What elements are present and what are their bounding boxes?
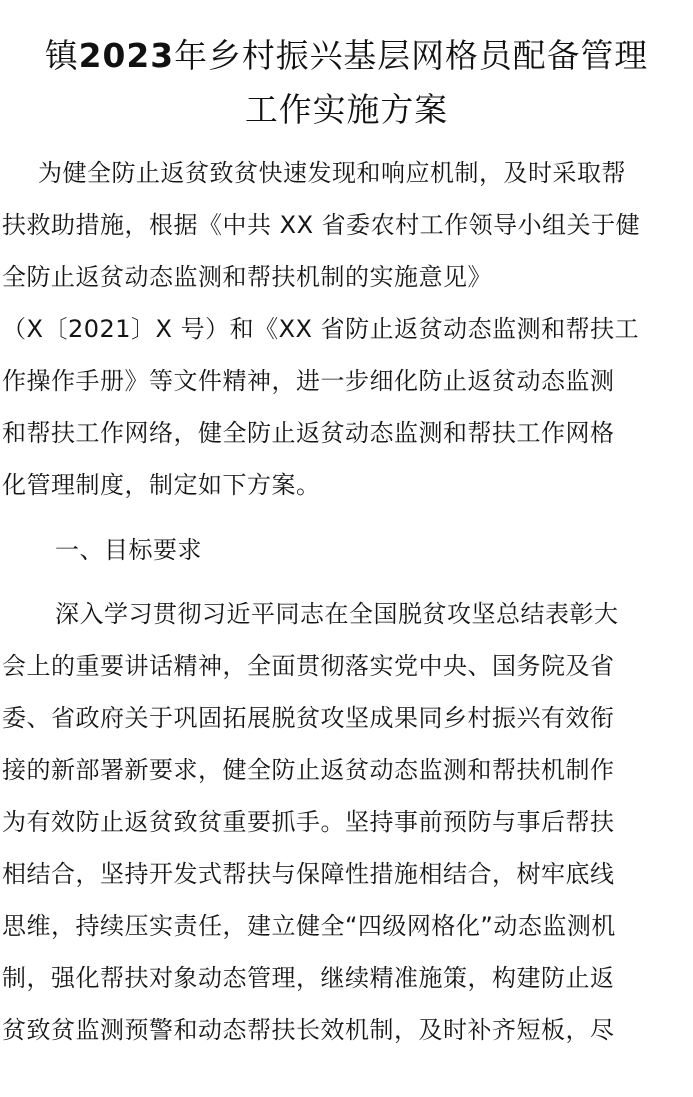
section-1-line-1: 深入学习贯彻习近平同志在全国脱贫攻坚总结表彰大 [55,600,619,628]
section-1-line-8: 制，强化帮扶对象动态管理，继续精准施策，构建防止返 [2,964,615,992]
section-1-line-7: 思维，持续压实责任，建立健全“四级网格化”动态监测机 [2,912,616,940]
paragraph-1-line-6: 和帮扶工作网络，健全防止返贫动态监测和帮扶工作网格 [2,419,615,447]
title-prefix: 镇 [44,36,79,75]
section-1-line-6: 相结合，坚持开发式帮扶与保障性措施相结合，树牢底线 [2,860,615,888]
paragraph-1-line-5: 作操作手册》等文件精神，进一步细化防止返贫动态监测 [2,367,615,395]
document-title-line-2: 工作实施方案 [244,90,449,129]
section-1-line-3: 委、省政府关于巩固拓展脱贫攻坚成果同乡村振兴有效衔 [2,704,615,732]
document-title-line-1 [0,30,693,77]
section-1-line-4: 接的新部署新要求，健全防止返贫动态监测和帮扶机制作 [2,756,615,784]
paragraph-1-line-2: 扶救助措施，根据《中共 XX 省委农村工作领导小组关于健 [2,211,641,239]
section-1-line-9: 贫致贫监测预警和动态帮扶长效机制，及时补齐短板，尽 [2,1016,615,1044]
section-1-line-5: 为有效防止返贫致贫重要抓手。坚持事前预防与事后帮扶 [2,808,615,836]
paragraph-1-line-4: （X〔2021〕X 号）和《XX 省防止返贫动态监测和帮扶工 [2,315,640,343]
title-year: 2023 [78,36,175,75]
section-1-line-2: 会上的重要讲话精神，全面贯彻落实党中央、国务院及省 [2,652,615,680]
paragraph-1-line-3: 全防止返贫动态监测和帮扶机制的实施意见》 [2,263,492,291]
title-suffix: 年乡村振兴基层网格员配备管理 [174,36,649,75]
section-1-heading: 一、目标要求 [55,536,202,564]
paragraph-1-line-1: 为健全防止返贫致贫快速发现和响应机制，及时采取帮 [38,159,626,187]
paragraph-1-line-7: 化管理制度，制定如下方案。 [2,471,321,499]
